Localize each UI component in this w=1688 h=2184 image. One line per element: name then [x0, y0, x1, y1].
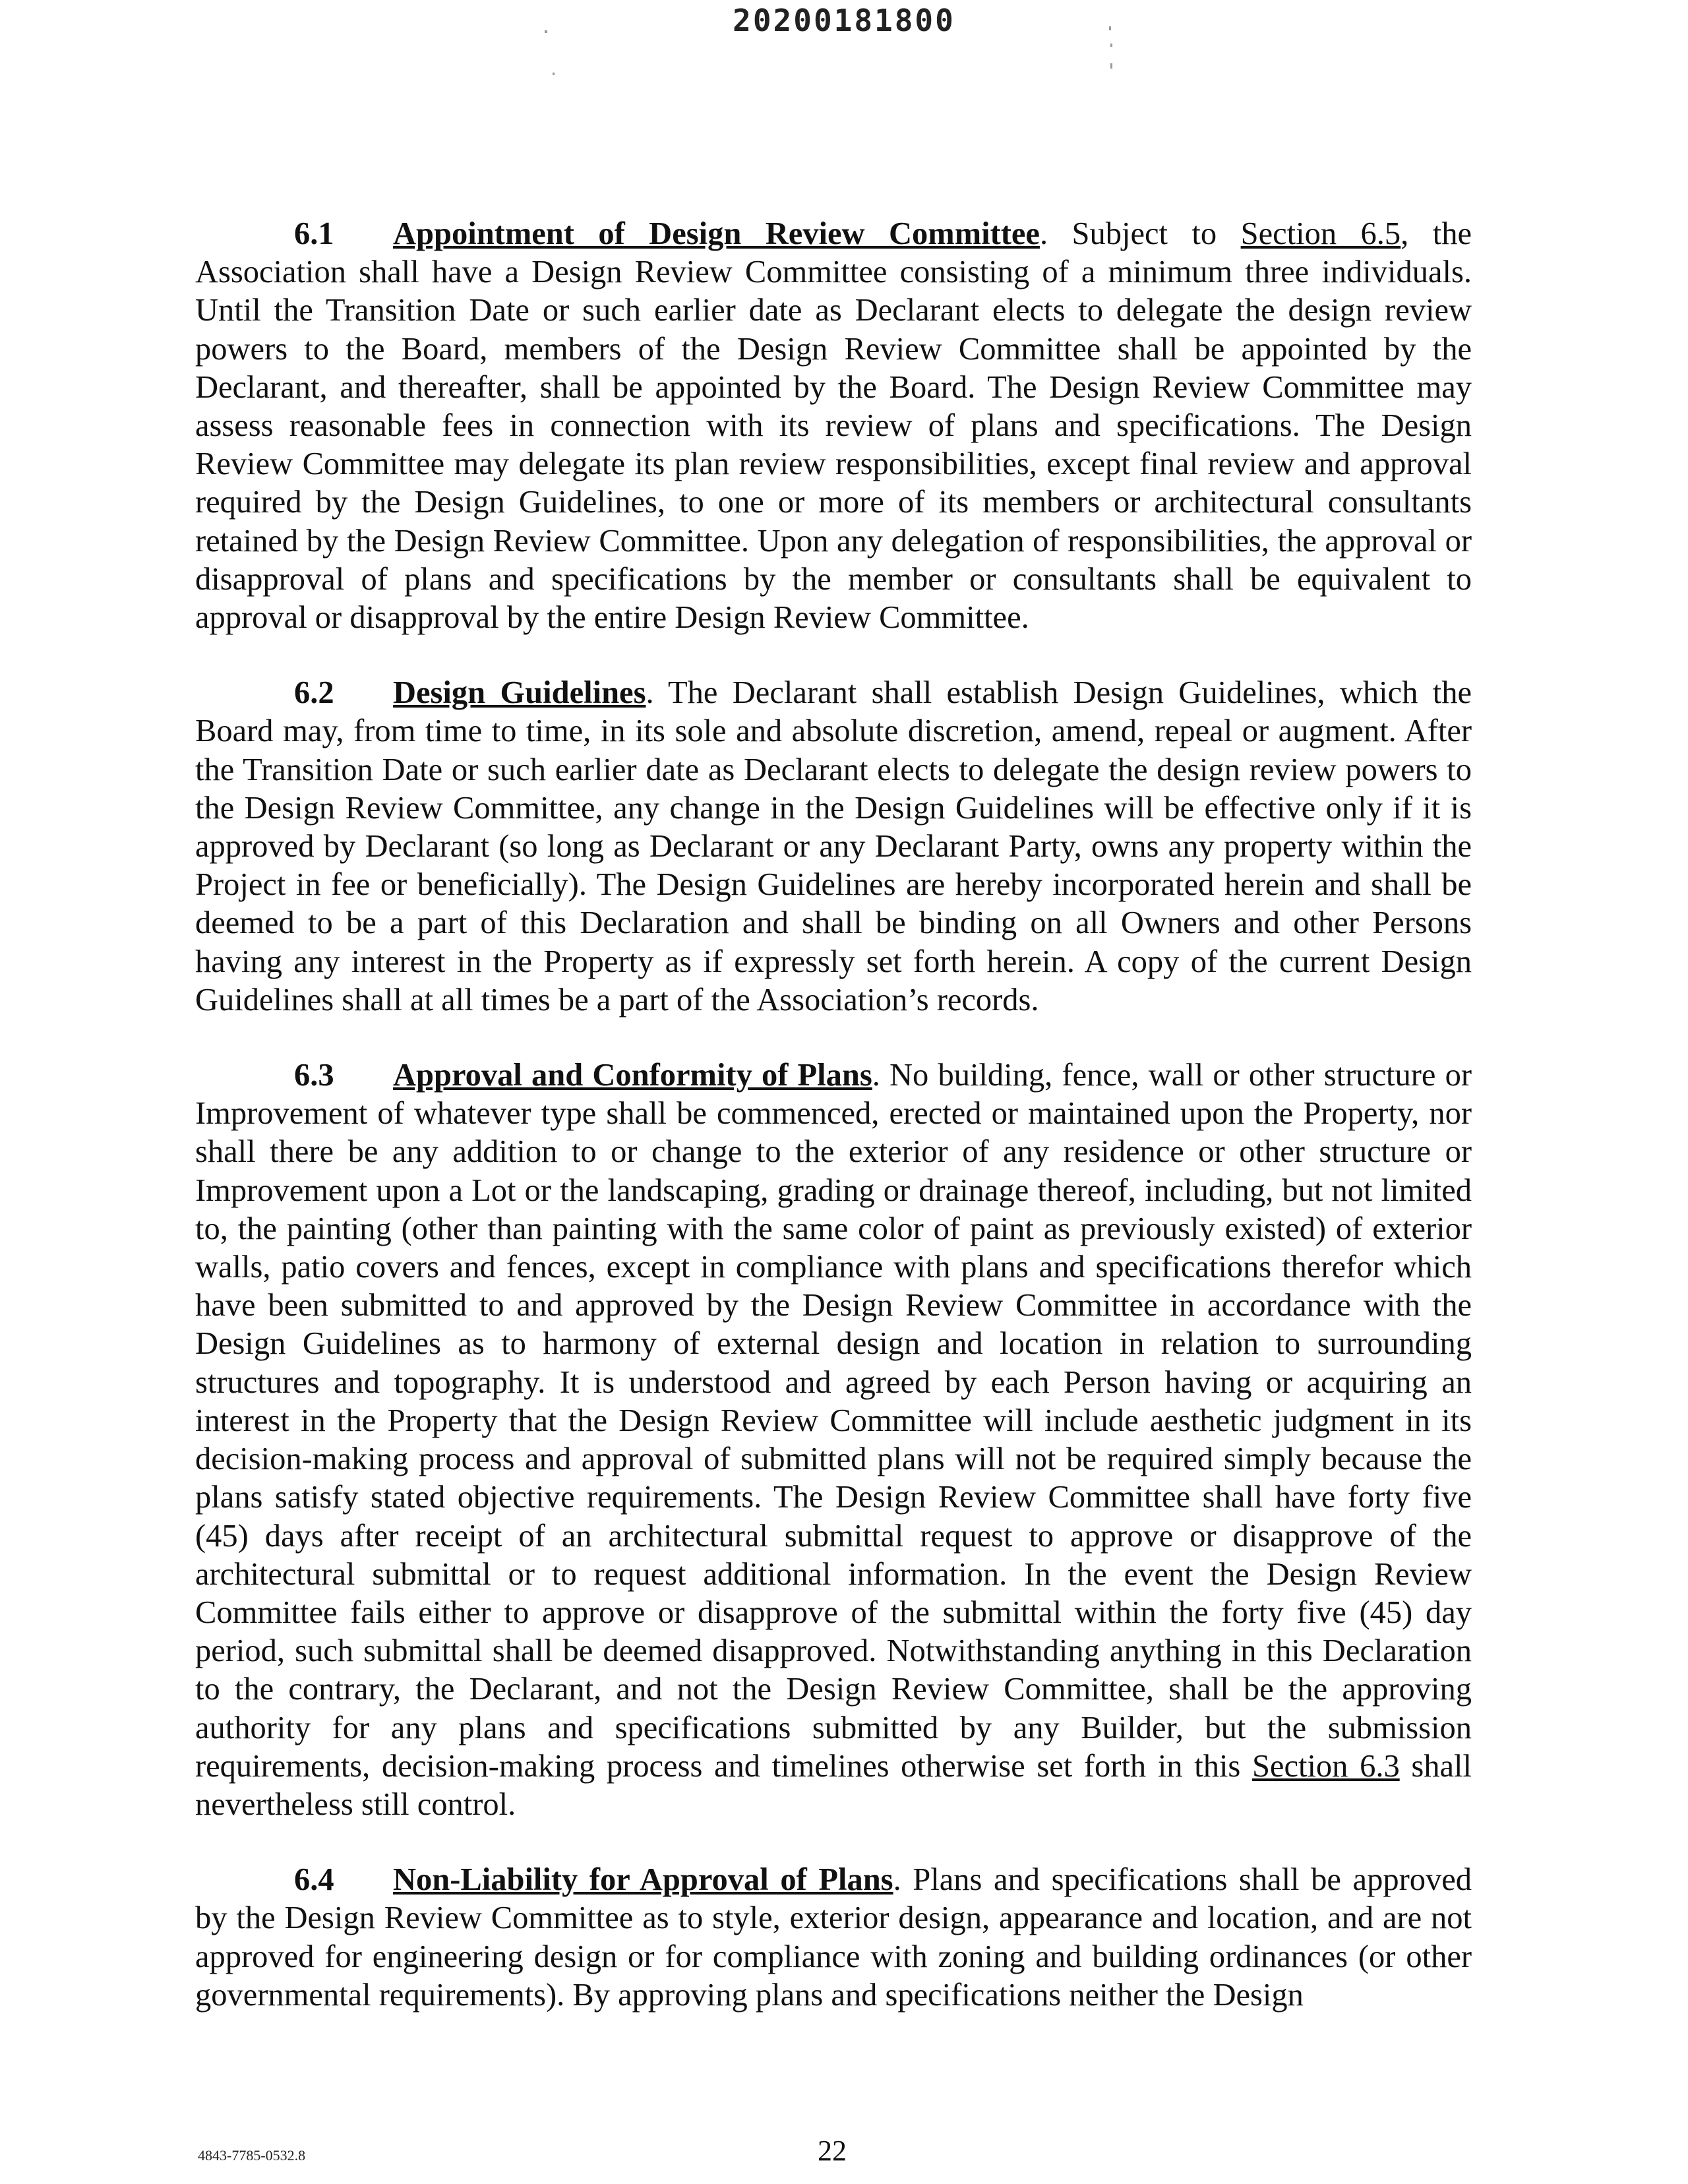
document-id: 4843-7785-0532.8	[198, 2147, 306, 2164]
section-6-4	[195, 1861, 1472, 2015]
section-text: . No building, fence, wall or other structure or Improvement of whatever type shall be commenced, erected or maintained upon the Property, nor shall there be any addition to or change to the exterior of any residence or other structure or Improvement upon a Lot or the landscaping, grading or drainage thereof, including, but not limited to, the painting (other than painting with the same color of paint as previously existed) of exterior walls, patio covers and fences, except in compliance with plans and specifications therefor which have been submitted to and approved by the Design Review Committee in accordance with the Design Guidelines as to harmony of external design and location in relation to surrounding structures and topography. It is understood and agreed by each Person having or acquiring an interest in the Property that the Design Review Committee will include aesthetic judgment in its decision-making process and approval of submitted plans will not be required simply because the plans satisfy stated objective requirements. The Design Review Committee shall have forty five (45) days after receipt of an architectural submittal request to approve or disapprove of the architectural submittal or to request additional information. In the event the Design Review Committee fails either to approve or disapprove of the submittal within the forty five (45) day period, such submittal shall be deemed disapproved. Notwithstanding anything in this Declaration to the contrary, the Declarant, and not the Design Review Committee, shall be the approving authority for any plans and specifications submitted by any Builder, but the submission requirements, decision-making process and timelines otherwise set forth in this	[195, 1058, 1472, 1784]
section-title: Approval and Conformity of Plans	[393, 1058, 872, 1093]
scan-speck	[1110, 44, 1112, 47]
section-title: Design Guidelines	[393, 675, 646, 711]
scan-speck	[545, 30, 547, 33]
section-number: 6.1	[294, 216, 334, 251]
recording-number: 20200181800	[733, 3, 955, 38]
section-number: 6.3	[294, 1058, 334, 1093]
section-6-3	[195, 1056, 1472, 1824]
section-title: Non-Liability for Approval of Plans	[393, 1862, 893, 1898]
section-text: , the Association shall have a Design Review Committee consisting of a minimum three individuals. Until the Transition Date or such earlier date as Declarant elects to delegate the design review powers to the Board, members of the Design Review Committee shall be appointed by the Declarant, and thereafter, shall be appointed by the Board. The Design Review Committee may assess reasonable fees in connection with its review of plans and specifications. The Design Review Committee may delegate its plan review responsibilities, except final review and approval required by the Design Guidelines, to one or more of its members or architectural consultants retained by the Design Review Committee. Upon any delegation of responsibilities, the approval or disapproval of plans and specifications by the member or consultants shall be equivalent to approval or disapproval by the entire Design Review Committee.	[195, 216, 1472, 636]
section-number: 6.2	[294, 675, 334, 711]
section-cross-reference: Section 6.5	[1240, 216, 1401, 251]
document-body	[195, 215, 1472, 2051]
scan-speck	[1109, 26, 1111, 30]
section-text: . The Declarant shall establish Design Guidelines, which the Board may, from time to time, in its sole and absolute discretion, amend, repeal or augment. After the Transition Date or such earlier date as Declarant elects to delegate the design review powers to the Design Review Committee, any change in the Design Guidelines will be effective only if it is approved by Declarant (so long as Declarant or any Declarant Party, owns any property within the Project in fee or beneficially). The Design Guidelines are hereby incorporated herein and shall be deemed to be a part of this Declaration and shall be binding on all Owners and other Persons having any interest in the Property as if expressly set forth herein. A copy of the current Design Guidelines shall at all times be a part of the Association’s records.	[195, 675, 1472, 1017]
section-text: . Subject to	[1039, 216, 1241, 251]
section-title: Appointment of Design Review Committee	[393, 216, 1040, 251]
section-6-1	[195, 215, 1472, 637]
scan-speck	[553, 73, 555, 75]
section-cross-reference: Section 6.3	[1251, 1748, 1400, 1784]
page-number: 22	[818, 2135, 847, 2167]
section-number: 6.4	[294, 1862, 334, 1898]
section-text: . Plans and specifications shall be approved by the Design Review Committee as to style, exterior design, appearance and location, and are not approved for engineering design or for compliance with zoning and building ordinances (or other governmental requirements). By approving plans and specifications neither the Design	[195, 1862, 1472, 2013]
section-text: shall nevertheless still control.	[195, 1748, 1472, 1822]
section-6-2	[195, 674, 1472, 1019]
scan-speck	[1110, 63, 1112, 69]
